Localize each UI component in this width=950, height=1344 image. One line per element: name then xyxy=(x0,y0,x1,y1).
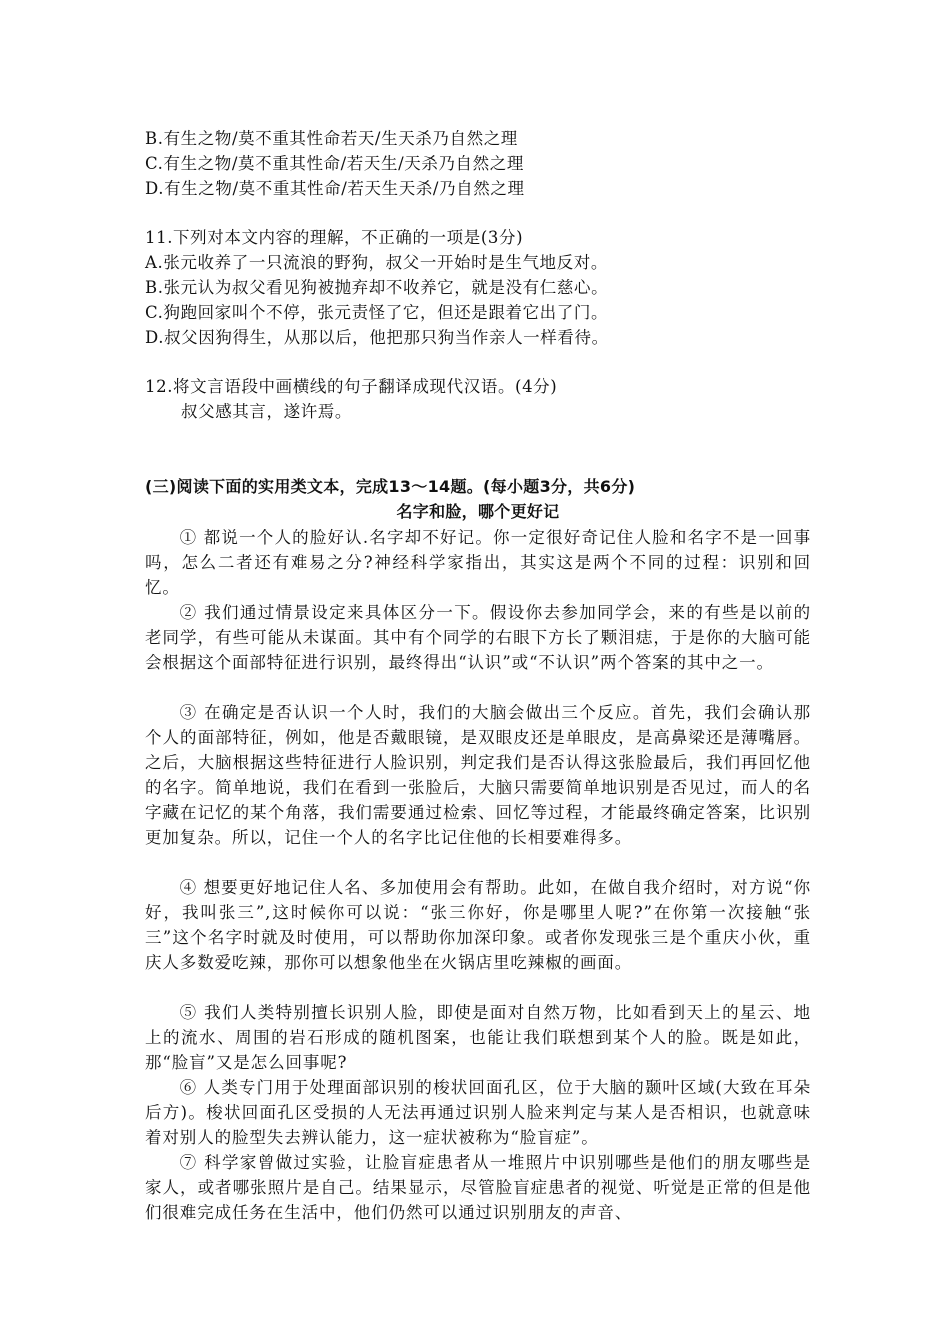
q12-stem: 12.将文言语段中画横线的句子翻译成现代汉语。(4分) xyxy=(145,377,558,396)
q10-option-d: D.有生之物/莫不重其性命/若天生天杀/乃自然之理 xyxy=(145,179,525,198)
paragraph-4: ④ 想要更好地记住人名、多加使用会有帮助。此如，在做自我介绍时，对方说“你好，我叫张三”,这时候你可以说：“张三你好，你是哪里人呢?”在你第一次接触“张三”这个名字时就及时使用，可以帮助你加深印象。或者你发现张三是个重庆小伙，重庆人多数爱吃辣，那你可以想象他坐在火锅店里吃辣椒的画面。 xyxy=(145,878,811,972)
q10-option-c: C.有生之物/莫不重其性命/若天生/天杀乃自然之理 xyxy=(145,154,524,173)
article-title: 名字和脸，哪个更好记 xyxy=(396,502,560,521)
paragraph-5: ⑤ 我们人类特别擅长识别人脸，即使是面对自然万物，比如看到天上的星云、地上的流水、周围的岩石形成的随机图案，也能让我们联想到某个人的脸。既是如此，那“脸盲”又是怎么回事呢? xyxy=(145,1003,811,1072)
paragraph-6: ⑥ 人类专门用于处理面部识别的梭状回面孔区，位于大脑的颞叶区域(大致在耳朵后方)。梭状回面孔区受损的人无法再通过识别人脸来判定与某人是否相识，也就意味着对别人的脸型失去辨认能力，这一症状被称为“脸盲症”。 xyxy=(145,1078,811,1147)
paragraph-2: ② 我们通过情景设定来具体区分一下。假设你去参加同学会，来的有些是以前的老同学，有些可能从未谋面。其中有个同学的右眼下方长了颗泪痣，于是你的大脑可能会根据这个面部特征进行识别，最终得出“认识”或“不认识”两个答案的其中之一。 xyxy=(145,603,811,672)
q11-stem: 11.下列对本文内容的理解，不正确的一项是(3分) xyxy=(145,228,524,247)
paragraph-7: ⑦ 科学家曾做过实验，让脸盲症患者从一堆照片中识别哪些是他们的朋友哪些是家人，或者哪张照片是自己。结果显示，尽管脸盲症患者的视觉、听觉是正常的但是他们很难完成任务在生活中，他们仍然可以通过识别朋友的声音、 xyxy=(145,1153,811,1222)
paragraph-1: ① 都说一个人的脸好认.名字却不好记。你一定很好奇记住人脸和名字不是一回事吗，怎么二者还有难易之分?神经科学家指出，其实这是两个不同的过程：识别和回忆。 xyxy=(145,528,811,597)
q12-sentence: 叔父感其言，遂许焉。 xyxy=(181,402,352,421)
q11-option-a: A.张元收养了一只流浪的野狗，叔父一开始时是生气地反对。 xyxy=(145,253,608,272)
section-heading: (三)阅读下面的实用类文本，完成13～14题。(每小题3分，共6分) xyxy=(145,477,636,496)
q11-option-d: D.叔父因狗得生，从那以后，他把那只狗当作亲人一样看待。 xyxy=(145,328,609,347)
q10-option-b: B.有生之物/莫不重其性命若天/生天杀乃自然之理 xyxy=(145,129,518,148)
paragraph-3: ③ 在确定是否认识一个人时，我们的大脑会做出三个反应。首先，我们会确认那个人的面部特征，例如，他是否戴眼镜，是双眼皮还是单眼皮，是高鼻梁还是薄嘴唇。之后，大脑根据这些特征进行人脸识别，判定我们是否认得这张脸最后，我们再回忆他的名字。简单地说，我们在看到一张脸后，大脑只需要简单地识别是否见过，而人的名字藏在记忆的某个角落，我们需要通过检索、回忆等过程，才能最终确定答案，比识别更加复杂。所以，记住一个人的名字比记住他的长相要难得多。 xyxy=(145,703,811,847)
q11-option-b: B.张元认为叔父看见狗被抛弃却不收养它，就是没有仁慈心。 xyxy=(145,278,609,297)
q11-option-c: C.狗跑回家叫个不停，张元责怪了它，但还是跟着它出了门。 xyxy=(145,303,609,322)
